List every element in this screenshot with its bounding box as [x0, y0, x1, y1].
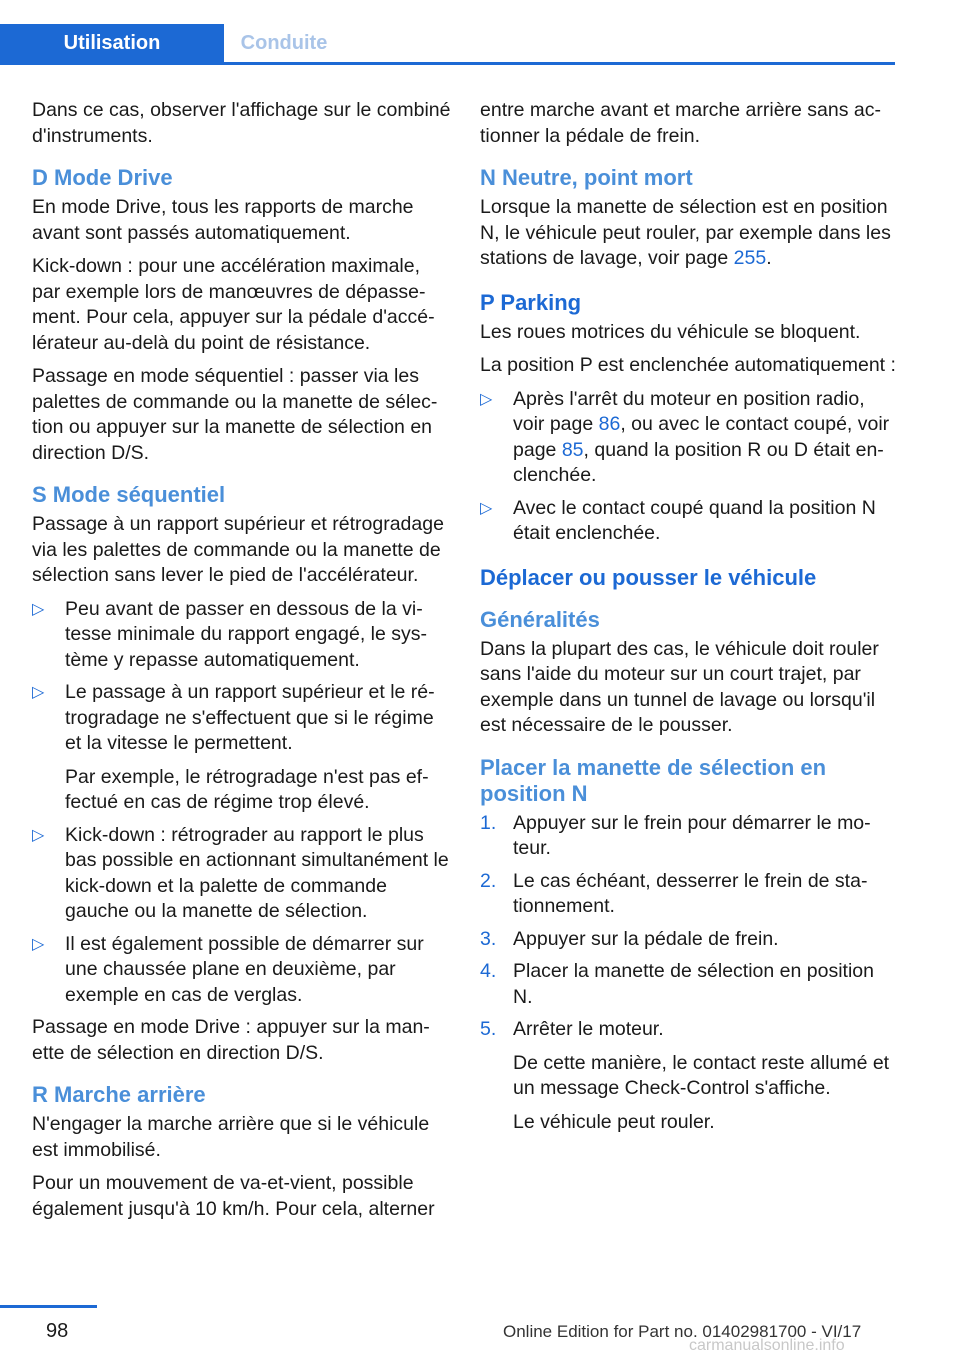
- section-heading-reverse: R Marche arrière: [32, 1082, 206, 1107]
- triangle-right-icon: ▷: [480, 499, 493, 517]
- list-item: [32, 932, 452, 1009]
- list-item: [480, 959, 898, 1010]
- triangle-right-icon: ▷: [480, 390, 493, 408]
- list-item: [32, 597, 452, 674]
- list-item-text: , quand la position R ou D était enclenchée.: [513, 438, 884, 486]
- page-link-85[interactable]: 85: [561, 438, 584, 461]
- paragraph: La position P est enclenchée automatiquement :: [480, 354, 896, 376]
- triangle-right-icon: ▷: [32, 684, 45, 701]
- paragraph: Dans la plupart des cas, le véhicule doit rouler sans l'aide du moteur sur un court trajet, par exemple dans un tunnel de lavage ou lorsqu'il est nécessaire de le pousser.: [480, 637, 879, 736]
- section-heading-sequential: S Mode séquentiel: [32, 482, 226, 507]
- edition-note: Online Edition for Part no. 01402981700 - VI/17: [503, 1322, 862, 1341]
- step-number: 4.: [480, 960, 497, 982]
- paragraph-text: .: [766, 247, 772, 269]
- list-item: [32, 823, 452, 925]
- section-heading-place-selector: Placer la manette de sélection en position N: [480, 754, 827, 806]
- tab-utilisation[interactable]: Utilisation: [0, 24, 224, 62]
- tab-conduite[interactable]: Conduite: [240, 32, 328, 54]
- list-item-text: Il est également possible de démarrer sur une chaussée plane en deuxième, par exemple en cas de verglas.: [65, 932, 424, 1006]
- step-number: 5.: [480, 1018, 497, 1040]
- list-item-text: Peu avant de passer en dessous de la vitesse minimale du rapport engagé, le système y repasse automatiquement.: [65, 597, 428, 671]
- triangle-right-icon: ▷: [32, 826, 45, 844]
- right-column: [480, 98, 898, 1142]
- bullet-list: [32, 597, 452, 1009]
- step-number: 3.: [480, 927, 497, 950]
- paragraph: N'engager la marche arrière que si le véhicule est immobilisé.: [32, 1113, 430, 1161]
- triangle-right-icon: ▷: [32, 600, 45, 618]
- list-item: [480, 387, 898, 489]
- list-item-text: Le cas échéant, desserrer le frein de stationnement.: [513, 869, 868, 917]
- list-item: [480, 869, 898, 920]
- list-item-text: Avec le contact coupé quand la position N était enclenchée.: [513, 496, 876, 544]
- list-item-text: Le passage à un rapport supérieur et le rétrogradage ne s'effectuent que si le régime et la vitesse le permettent.: [65, 681, 435, 754]
- paragraph: entre marche avant et marche arrière sans actionner la pédale de frein.: [480, 99, 882, 147]
- watermark: carmanualsonline.info: [689, 1337, 845, 1354]
- page-link-255[interactable]: 255: [733, 247, 767, 269]
- list-item-subtext: Par exemple, le rétrogradage n'est pas effectué en cas de régime trop élevé.: [65, 765, 429, 813]
- list-item-text: Appuyer sur la pédale de frein.: [513, 927, 779, 950]
- list-item: [480, 496, 898, 547]
- triangle-right-icon: ▷: [32, 935, 45, 953]
- section-heading-neutral: N Neutre, point mort: [480, 165, 693, 190]
- paragraph: Passage à un rapport supérieur et rétrogradage via les palettes de commande ou la manette de sélection sans lever le pied de l'accélérateur.: [32, 513, 444, 586]
- list-item-text: Appuyer sur le frein pour démarrer le moteur.: [513, 811, 871, 859]
- page-number: 98: [46, 1320, 69, 1342]
- list-item-subtext: De cette manière, le contact reste allumé et un message Check-Control s'affiche.: [513, 1051, 890, 1099]
- paragraph-text: Lorsque la manette de sélection est en position N, le véhicule peut rouler, par exemple dans les stations de lavage, voir page: [480, 196, 891, 269]
- list-item-text: , ou avec le contact coupé, voir page: [513, 413, 890, 461]
- list-item: [32, 680, 452, 816]
- paragraph: Passage en mode séquentiel : passer via les palettes de commande ou la manette de sélection ou appuyer sur la manette de sélection en direction D/S.: [32, 365, 438, 464]
- paragraph: Pour un mouvement de va-et-vient, possible également jusqu'à 10 km/h. Pour cela, alterner: [32, 1172, 435, 1220]
- section-heading-parking: P Parking: [480, 289, 582, 315]
- list-item-text: Kick-down : rétrograder au rapport le plus bas possible en actionnant simultanément le kick-down et la palette de commande gauche ou la manette de sélection.: [65, 823, 449, 922]
- list-item-subtext: Le véhicule peut rouler.: [513, 1110, 715, 1133]
- step-number: 2.: [480, 869, 497, 892]
- bullet-list: [480, 387, 898, 547]
- list-item-text: Après l'arrêt du moteur en position radio, voir page: [513, 387, 865, 435]
- section-heading-move-vehicle: Déplacer ou pousser le véhicule: [480, 564, 817, 590]
- step-number: 1.: [480, 811, 497, 834]
- list-item: [480, 927, 898, 953]
- page-link-86[interactable]: 86: [598, 413, 621, 435]
- list-item-text: Arrêter le moteur.: [513, 1018, 664, 1040]
- paragraph: Dans ce cas, observer l'affichage sur le combiné d'instruments.: [32, 99, 451, 147]
- paragraph: Kick-down : pour une accélération maximale, par exemple lors de manœuvres de dépassement. Pour cela, appuyer sur la pédale d'accélérateur au-delà du point de résistance.: [32, 255, 435, 354]
- list-item: [480, 811, 898, 862]
- paragraph: [480, 195, 898, 272]
- header-tabbar: [0, 24, 895, 65]
- paragraph: Passage en mode Drive : appuyer sur la manette de sélection en direction D/S.: [32, 1016, 430, 1064]
- paragraph: Les roues motrices du véhicule se bloquent.: [480, 320, 861, 343]
- section-heading-drive: D Mode Drive: [32, 165, 173, 190]
- numbered-list: [480, 811, 898, 1136]
- list-item: [480, 1017, 898, 1135]
- footer-rule: [0, 1305, 97, 1308]
- left-column: [32, 98, 452, 1230]
- paragraph: En mode Drive, tous les rapports de marche avant sont passés automatiquement.: [32, 196, 414, 244]
- section-heading-general: Généralités: [480, 606, 600, 632]
- list-item-text: Placer la manette de sélection en position N.: [513, 960, 874, 1008]
